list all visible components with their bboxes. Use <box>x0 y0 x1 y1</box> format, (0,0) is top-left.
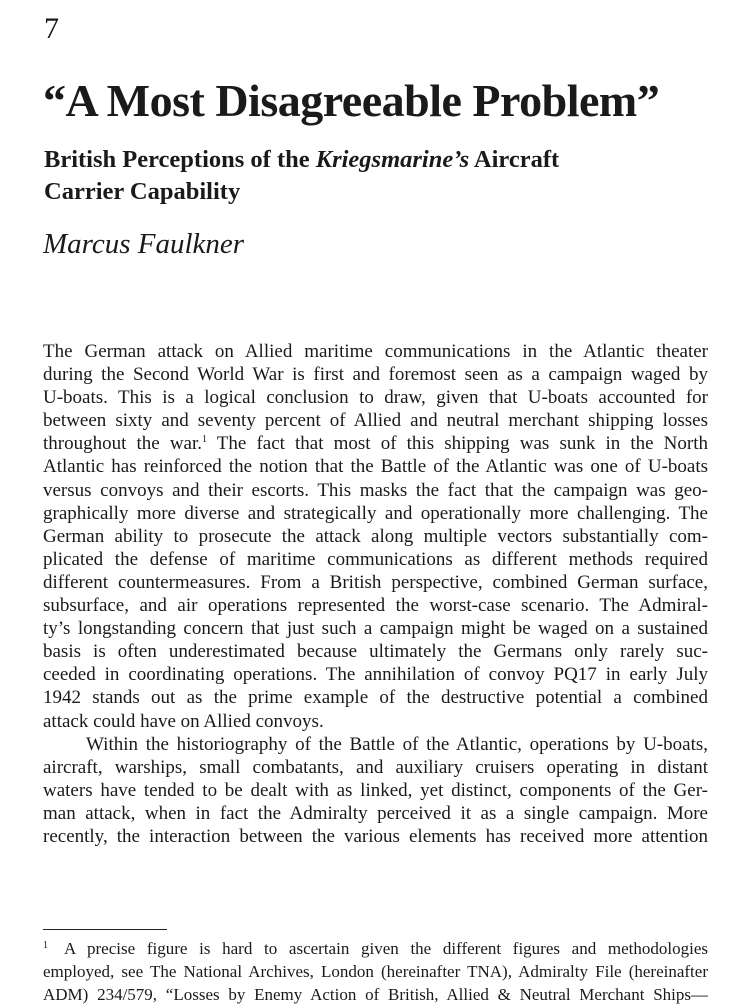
subtitle-line-2: Carrier Capability <box>44 178 241 205</box>
footnote-number: 1 <box>43 940 48 951</box>
text-line: basis is often underestimated because ultimately the Germans only rarely suc- <box>43 641 708 663</box>
text-line: during the Second World War is first and foremost seen as a campaign waged by <box>43 364 708 386</box>
text-segment: A precise figure is hard to ascertain given the different figures and methodologies <box>64 939 708 958</box>
chapter-number: 7 <box>44 12 59 45</box>
chapter-subtitle <box>44 144 559 208</box>
text-line: between sixty and seventy percent of Allied and neutral merchant shipping losses <box>43 410 708 432</box>
footnote-line: employed, see The National Archives, London (hereinafter TNA), Admiralty File (hereinafter <box>43 962 708 981</box>
text-line: man attack, when in fact the Admiralty perceived it as a single campaign. More <box>43 802 708 824</box>
text-line: versus convoys and their escorts. This masks the fact that the campaign was geo- <box>43 479 708 501</box>
footnote-ref[interactable]: 1 <box>202 434 208 446</box>
text-line: graphically more diverse and strategically and operationally more challenging. The <box>43 502 708 524</box>
text-line: Within the historiography of the Battle of the Atlantic, operations by U-boats, <box>86 733 708 755</box>
text-line: ty’s longstanding concern that just such a campaign might be waged on a sustained <box>43 618 708 640</box>
text-line: plicated the defense of maritime communications as different methods required <box>43 548 708 570</box>
text-line: ceeded in coordinating operations. The annihilation of convoy PQ17 in early July <box>43 664 708 686</box>
subtitle-line-1 <box>44 144 559 176</box>
footnote-line: ADM) 234/579, “Losses by Enemy Action of British, Allied & Neutral Merchant Ships— <box>43 985 708 1004</box>
text-line <box>43 432 708 455</box>
text-line: The German attack on Allied maritime communications in the Atlantic theater <box>43 341 708 362</box>
text-line: Atlantic has reinforced the notion that the Battle of the Atlantic was one of U-boats <box>43 456 708 478</box>
footnote-divider <box>43 929 167 930</box>
subtitle-text: British Perceptions of the <box>44 146 316 173</box>
text-line: U-boats. This is a logical conclusion to draw, given that U-boats accounted for <box>43 387 708 409</box>
text-segment: throughout the war. <box>43 433 203 455</box>
author-name: Marcus Faulkner <box>43 228 245 260</box>
subtitle-text: Aircraft <box>469 146 560 173</box>
text-segment: The fact that most of this shipping was sunk in the North <box>207 433 708 455</box>
chapter-title: “A Most Disagreeable Problem” <box>43 75 660 126</box>
text-line: aircraft, warships, small combatants, and auxiliary cruisers operating in distant <box>43 756 708 778</box>
text-line: subsurface, and air operations represented the worst-case scenario. The Admiral- <box>43 595 708 617</box>
text-line: 1942 stands out as the prime example of the destructive potential a combined <box>43 687 708 709</box>
text-line: German ability to prosecute the attack along multiple vectors substantially com- <box>43 525 708 547</box>
body-text <box>43 340 708 848</box>
footnote-line <box>43 937 708 960</box>
text-line: waters have tended to be dealt with as linked, yet distinct, components of the Ger- <box>43 779 708 801</box>
text-line: different countermeasures. From a British perspective, combined German surface, <box>43 571 708 593</box>
text-line: recently, the interaction between the various elements has received more attention <box>43 825 708 847</box>
footnote <box>43 937 708 1006</box>
text-line: attack could have on Allied convoys. <box>43 710 324 732</box>
subtitle-italic: Kriegsmarine’s <box>315 146 470 173</box>
